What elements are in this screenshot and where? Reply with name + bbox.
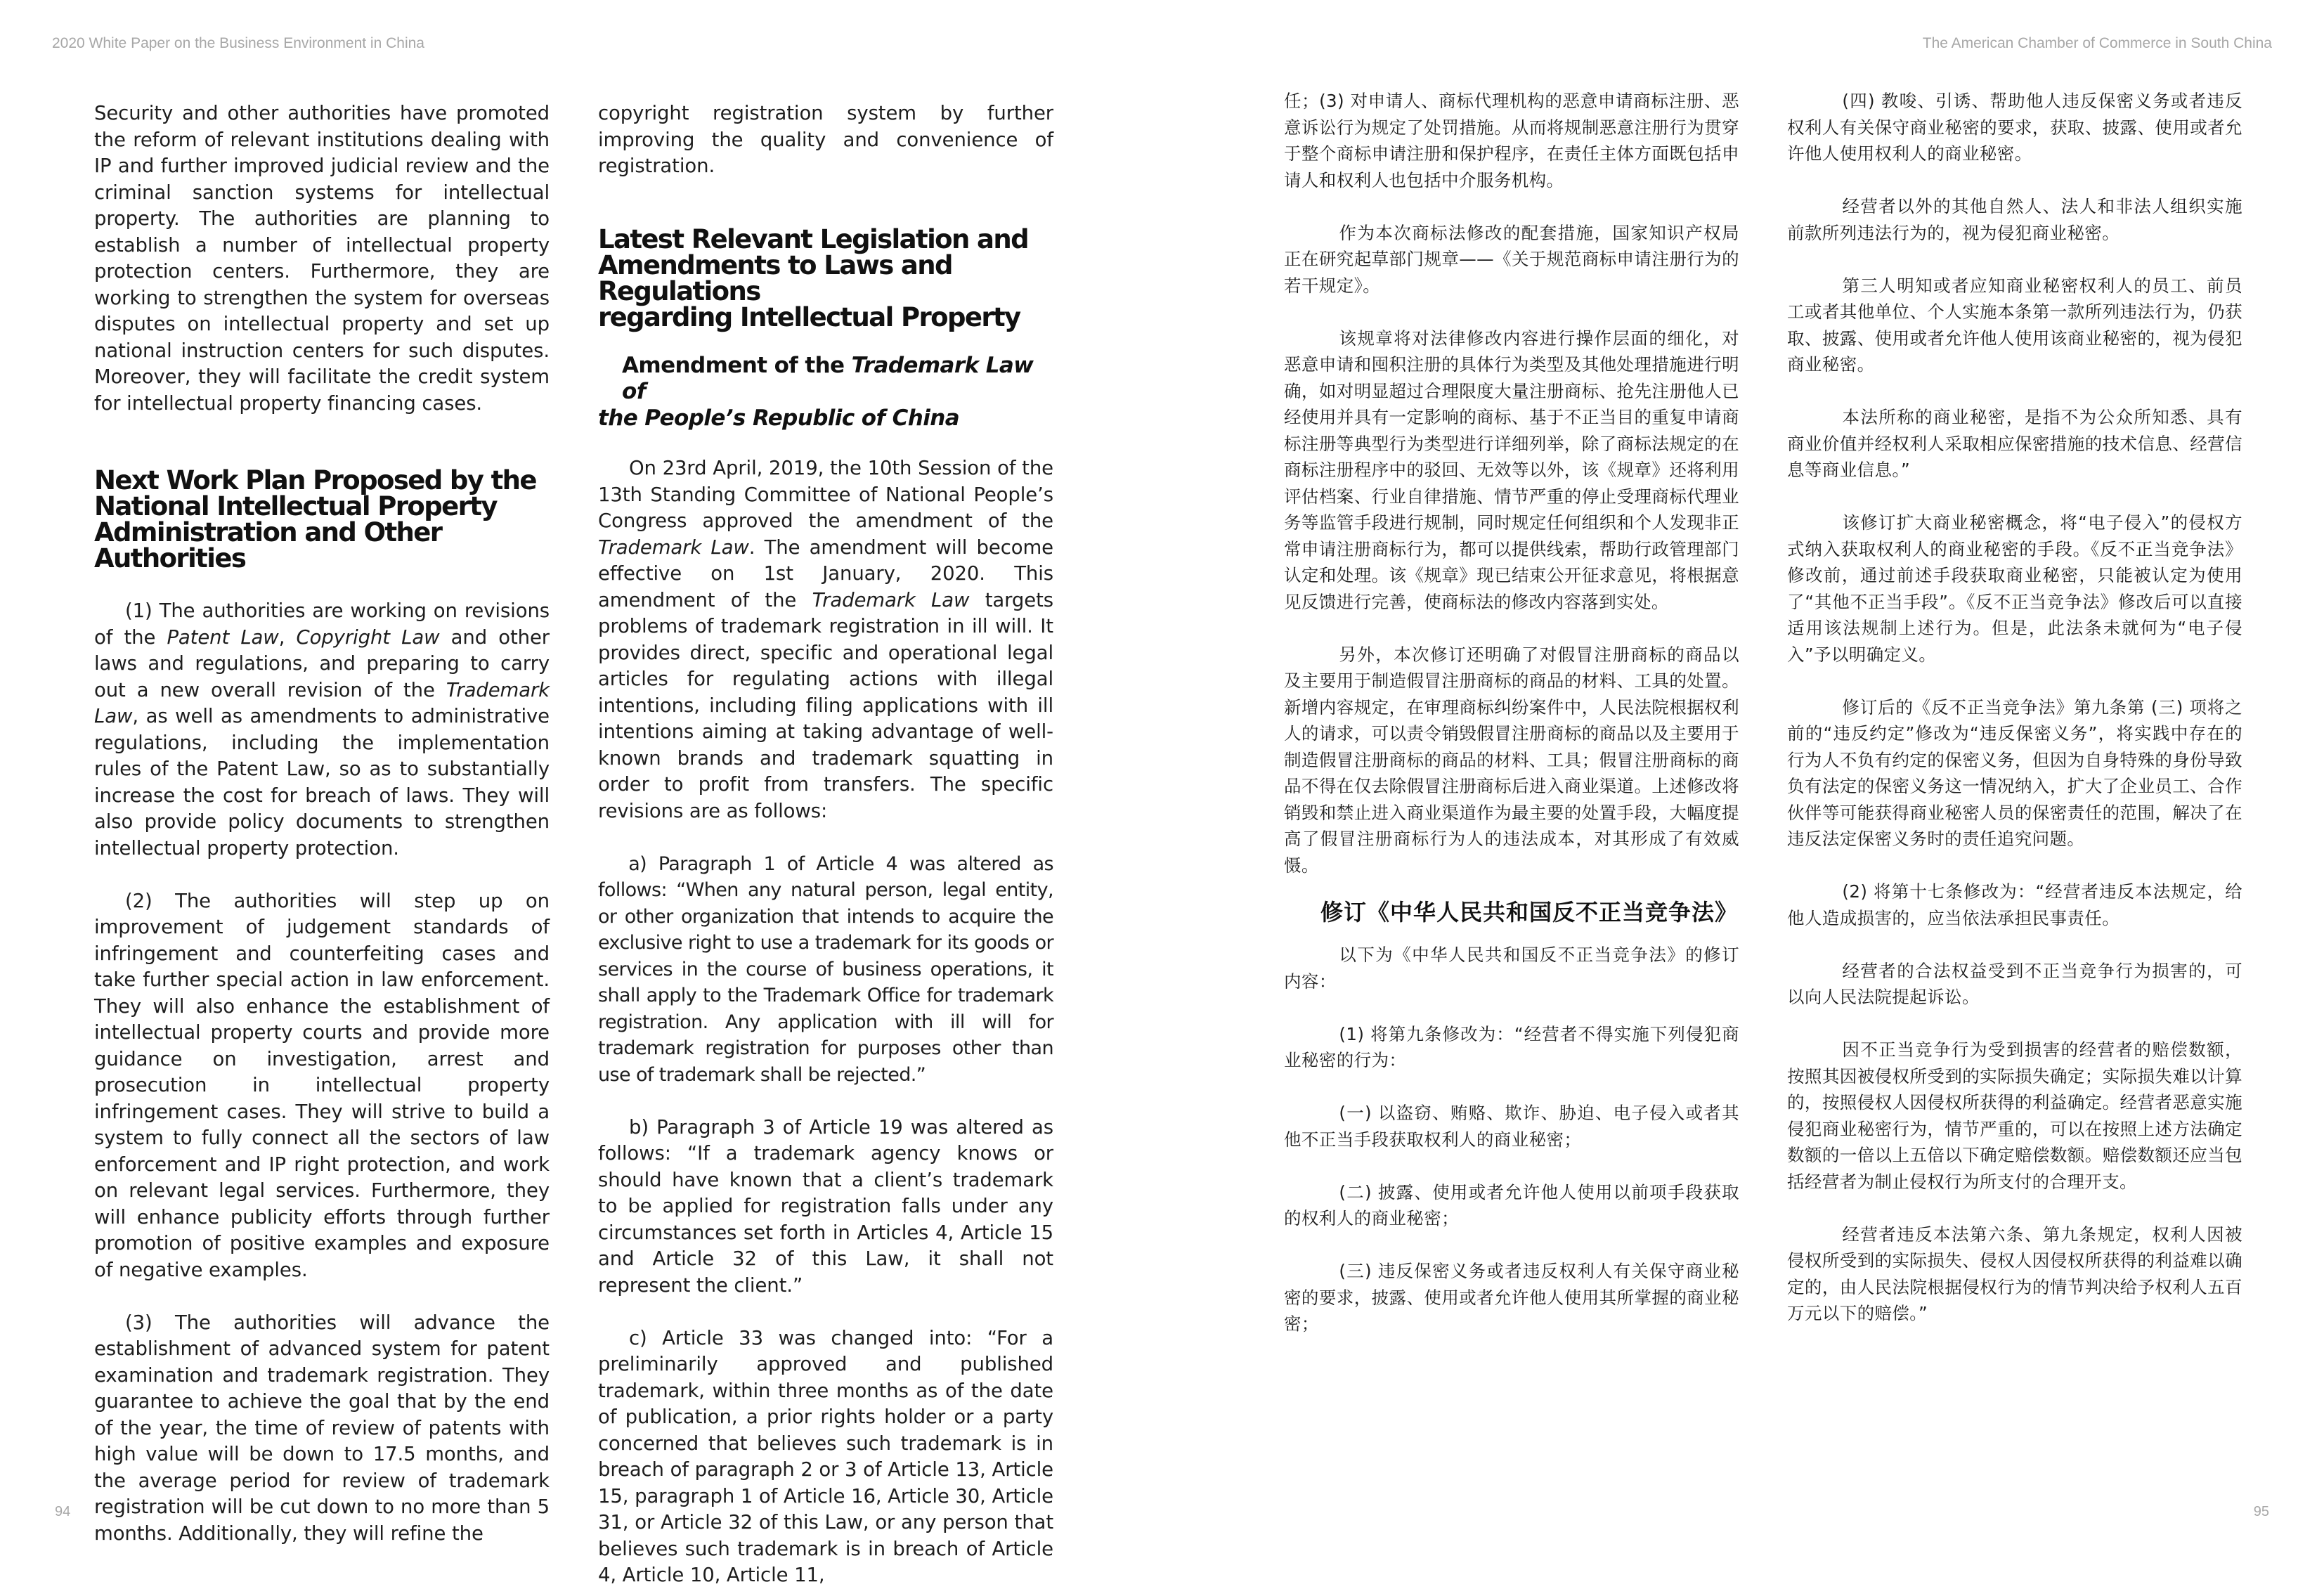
left-page-column-2: [598, 100, 1053, 1589]
list-item-a: a) Paragraph 1 of Article 4 was altered as follows: “When any natural person, legal entity, or other organization that intends to acquire the exclusive right to use a trademark for its goods or services in the course of business operations, it shall apply to the Trademark Office for trademark registration. Any application with ill will for trademark registration for purposes other than use of trademark shall be rejected.”: [598, 852, 1053, 1086]
left-page-column-1: [94, 100, 550, 1547]
paragraph: 该规章将对法律修改内容进行操作层面的细化，对恶意申请和囤积注册的具体行为类型及其他处理措施进行明确，如对明显超过合理限度大量注册商标、抢先注册他人已经使用并具有一定影响的商标、基于不正当目的重复申请商标注册等典型行为类型进行详细列举，除了商标法规定的在商标注册程序中的驳回、无效等以外，该《规章》还将利用评估档案、行业自律措施、情节严重的停止受理商标代理业务等监管手段进行规制，同时规定任何组织和个人发现非正常申请注册商标行为，都可以提供线索，帮助行政管理部门认定和处理。该《规章》现已结束公开征求意见，将根据意见反馈进行完善，使商标法的修改内容落到实处。: [1284, 327, 1739, 612]
paragraph: (2) 将第十七条修改为：“经营者违反本法规定，给他人造成损害的，应当依法承担民事责任。: [1787, 881, 2242, 928]
paragraph: (一) 以盗窃、贿赂、欺诈、胁迫、电子侵入或者其他不正当手段获取权利人的商业秘密；: [1284, 1103, 1739, 1150]
subsection-heading: Amendment of the Trademark Law of: [622, 352, 1034, 404]
paragraph: (三) 违反保密义务或者违反权利人有关保守商业秘密的要求，披露、使用或者允许他人使用其所掌握的商业秘密；: [1284, 1261, 1739, 1334]
page-number-left: 94: [55, 1504, 71, 1519]
paragraph: 第三人明知或者应知商业秘密权利人的员工、前员工或者其他单位、个人实施本条第一款所列违法行为，仍获取、披露、使用或者允许他人使用该商业秘密的，视为侵犯商业秘密。: [1787, 275, 2242, 375]
paragraph: 该修订扩大商业秘密概念，将“电子侵入”的侵权方式纳入获取权利人的商业秘密的手段。《反不正当竞争法》修改前，通过前述手段获取商业秘密，只能被认定为使用了“其他不正当手段”。《反不正当竞争法》修改后可以直接适用该法规制上述行为。但是，此法条未就何为“电子侵入”予以明确定义。: [1787, 512, 2242, 665]
paragraph: On 23rd April, 2019, the 10th Session of the 13th Standing Committee of National People’s Congress approved the amendment of the Trademark Law. The amendment will become effective on 1st January, 2020. This amendment of the Trademark Law targets problems of trademark registration in ill will. It provides direct, specific and operational legal articles for regulating actions with illegal intentions, including filing applications with ill intentions aiming at taking advantage of well-known brands and trademark squatting in order to profit from transfers. The specific revisions are as follows:: [598, 457, 1053, 822]
paragraph: 任；(3) 对申请人、商标代理机构的恶意申请商标注册、恶意诉讼行为规定了处罚措施。从而将规制恶意注册行为贯穿于整个商标申请注册和保护程序，在责任主体方面既包括申请人和权利人也包括中介服务机构。: [1284, 91, 1739, 190]
paragraph: 另外，本次修订还明确了对假冒注册商标的商品以及主要用于制造假冒注册商标的商品的材料、工具的处置。新增内容规定，在审理商标纠纷案件中，人民法院根据权利人的请求，可以责令销毁假冒注册商标的商品以及主要用于制造假冒注册商标的商品的材料、工具；假冒注册商标的商品不得在仅去除假冒注册商标后进入商业渠道。上述修改将销毁和禁止进入商业渠道作为最主要的处置手段，大幅度提高了假冒注册商标行为人的违法成本，对其形成了有效威慑。: [1284, 644, 1739, 876]
paragraph: 作为本次商标法修改的配套措施，国家知识产权局正在研究起草部门规章——《关于规范商标申请注册行为的若干规定》。: [1284, 222, 1739, 296]
section-heading-line: Amendments to Laws and Regulations: [598, 249, 952, 306]
paragraph: 经营者违反本法第六条、第九条规定，权利人因被侵权所受到的实际损失、侵权人因侵权所获得的利益难以确定的，由人民法院根据侵权行为的情节判决给予权利人五百万元以下的赔偿。”: [1787, 1224, 2242, 1323]
paragraph: 以下为《中华人民共和国反不正当竞争法》的修订内容：: [1284, 945, 1739, 992]
running-header-left: 2020 White Paper on the Business Environment in China: [52, 35, 424, 51]
section-heading-line: regarding Intellectual Property: [598, 301, 1020, 332]
right-page-column-2: [1787, 88, 2242, 1327]
paragraph: (二) 披露、使用或者允许他人使用以前项手段获取的权利人的商业秘密；: [1284, 1181, 1739, 1228]
page-number-right: 95: [2253, 1504, 2269, 1519]
paragraph: 因不正当竞争行为受到损害的经营者的赔偿数额，按照其因被侵权所受到的实际损失确定；实际损失难以计算的，按照侵权人因侵权所获得的利益确定。经营者恶意实施侵犯商业秘密行为，情节严重的，可以在按照上述方法确定数额的一倍以上五倍以下确定赔偿数额。赔偿数额还应当包括经营者为制止侵权行为所支付的合理开支。: [1787, 1039, 2242, 1192]
paragraph: copyright registration system by further improving the quality and convenience of registration.: [598, 102, 1053, 177]
right-page-column-1: [1284, 88, 1739, 1337]
section-heading-line: Latest Relevant Legislation and: [598, 223, 1028, 254]
paragraph: (2) The authorities will step up on improvement of judgement standards of infringement and counterfeiting cases and take further special action in law enforcement. They will also enhance the establishment of intellectual property courts and provide more guidance on investigation, arrest and prosecution in intellectual property infringement cases. They will strive to build a system to fully connect all the sectors of law enforcement and IP right protection, and work on relevant legal services. Furthermore, they will enhance publicity efforts through further promotion of positive examples and exposure of negative examples.: [94, 889, 550, 1281]
section-heading-line: Administration and Other Authorities: [94, 517, 442, 573]
section-heading-line: National Intellectual Property: [94, 491, 497, 521]
paragraph: 本法所称的商业秘密，是指不为公众所知悉、具有商业价值并经权利人采取相应保密措施的技术信息、经营信息等商业信息。”: [1787, 407, 2242, 480]
paragraph: (四) 教唆、引诱、帮助他人违反保密义务或者违反权利人有关保守商业秘密的要求，获取、披露、使用或者允许他人使用权利人的商业秘密。: [1787, 91, 2242, 164]
list-item-c: c) Article 33 was changed into: “For a preliminarily approved and published trademark, within three months as of the date of publication, a prior rights holder or a party concerned that believes such trademark is in breach of paragraph 2 or 3 of Article 13, Article 15, paragraph 1 of Article 16, Article 30, Article 31, or Article 32 of this Law, or any person that believes such trademark is in breach of Article 4, Article 10, Article 11,: [598, 1326, 1053, 1586]
paragraph: (3) The authorities will advance the establishment of advanced system for patent examination and trademark registration. They guarantee to achieve the goal that by the end of the year, the time of review of patents with high value will be down to 17.5 months, and the average period for review of trademark registration will be cut down to no more than 5 months. Additionally, they will refine the: [94, 1311, 550, 1545]
list-item-b: b) Paragraph 3 of Article 19 was altered as follows: “If a trademark agency knows or should have known that a client’s trademark to be applied for registration falls under any circumstances set forth in Articles 4, Article 15 and Article 32 of this Law, it shall not represent the client.”: [598, 1115, 1053, 1297]
section-heading: 修订《中华人民共和国反不正当竞争法》: [1320, 899, 1739, 926]
paragraph: 经营者以外的其他自然人、法人和非法人组织实施前款所列违法行为的，视为侵犯商业秘密。: [1787, 196, 2242, 243]
paragraph: Security and other authorities have promoted the reform of relevant institutions dealing with IP and further improved judicial review and the criminal sanction systems for intellectual property. The authorities are planning to establish a number of intellectual property protection centers. Furthermore, they are working to strengthen the system for overseas disputes on intellectual property and set up national instruction centers for such disputes. Moreover, they will facilitate the credit system for intellectual property financing cases.: [94, 102, 550, 415]
paragraph: (1) 将第九条修改为：“经营者不得实施下列侵犯商业秘密的行为：: [1284, 1023, 1739, 1070]
paragraph: 修订后的《反不正当竞争法》第九条第 (三) 项将之前的“违反约定”修改为“违反保密义务”，将实践中存在的行为人不负有约定的保密义务，但因为自身特殊的身份导致负有法定的保密义务这一情况纳入，扩大了企业员工、合作伙伴等可能获得商业秘密人员的保密责任的范围，解决了在违反法定保密义务时的责任追究问题。: [1787, 696, 2242, 849]
paragraph: 经营者的合法权益受到不正当竞争行为损害的，可以向人民法院提起诉讼。: [1787, 960, 2242, 1007]
section-heading-line: Next Work Plan Proposed by the: [94, 465, 536, 495]
subsection-heading-line-2: the People’s Republic of China: [598, 405, 960, 431]
section-heading: [94, 467, 550, 571]
running-header-right: The American Chamber of Commerce in South China: [1922, 35, 2272, 51]
section-heading: [598, 223, 1053, 332]
paragraph: (1) The authorities are working on revisions of the Patent Law, Copyright Law and other laws and regulations, and preparing to carry out a new overall revision of the Trademark Law, as well as amendments to administrative regulations, including the implementation rules of the Patent Law, so as to substantially increase the cost for breach of laws. They will also provide policy documents to strengthen intellectual property protection.: [94, 599, 550, 860]
